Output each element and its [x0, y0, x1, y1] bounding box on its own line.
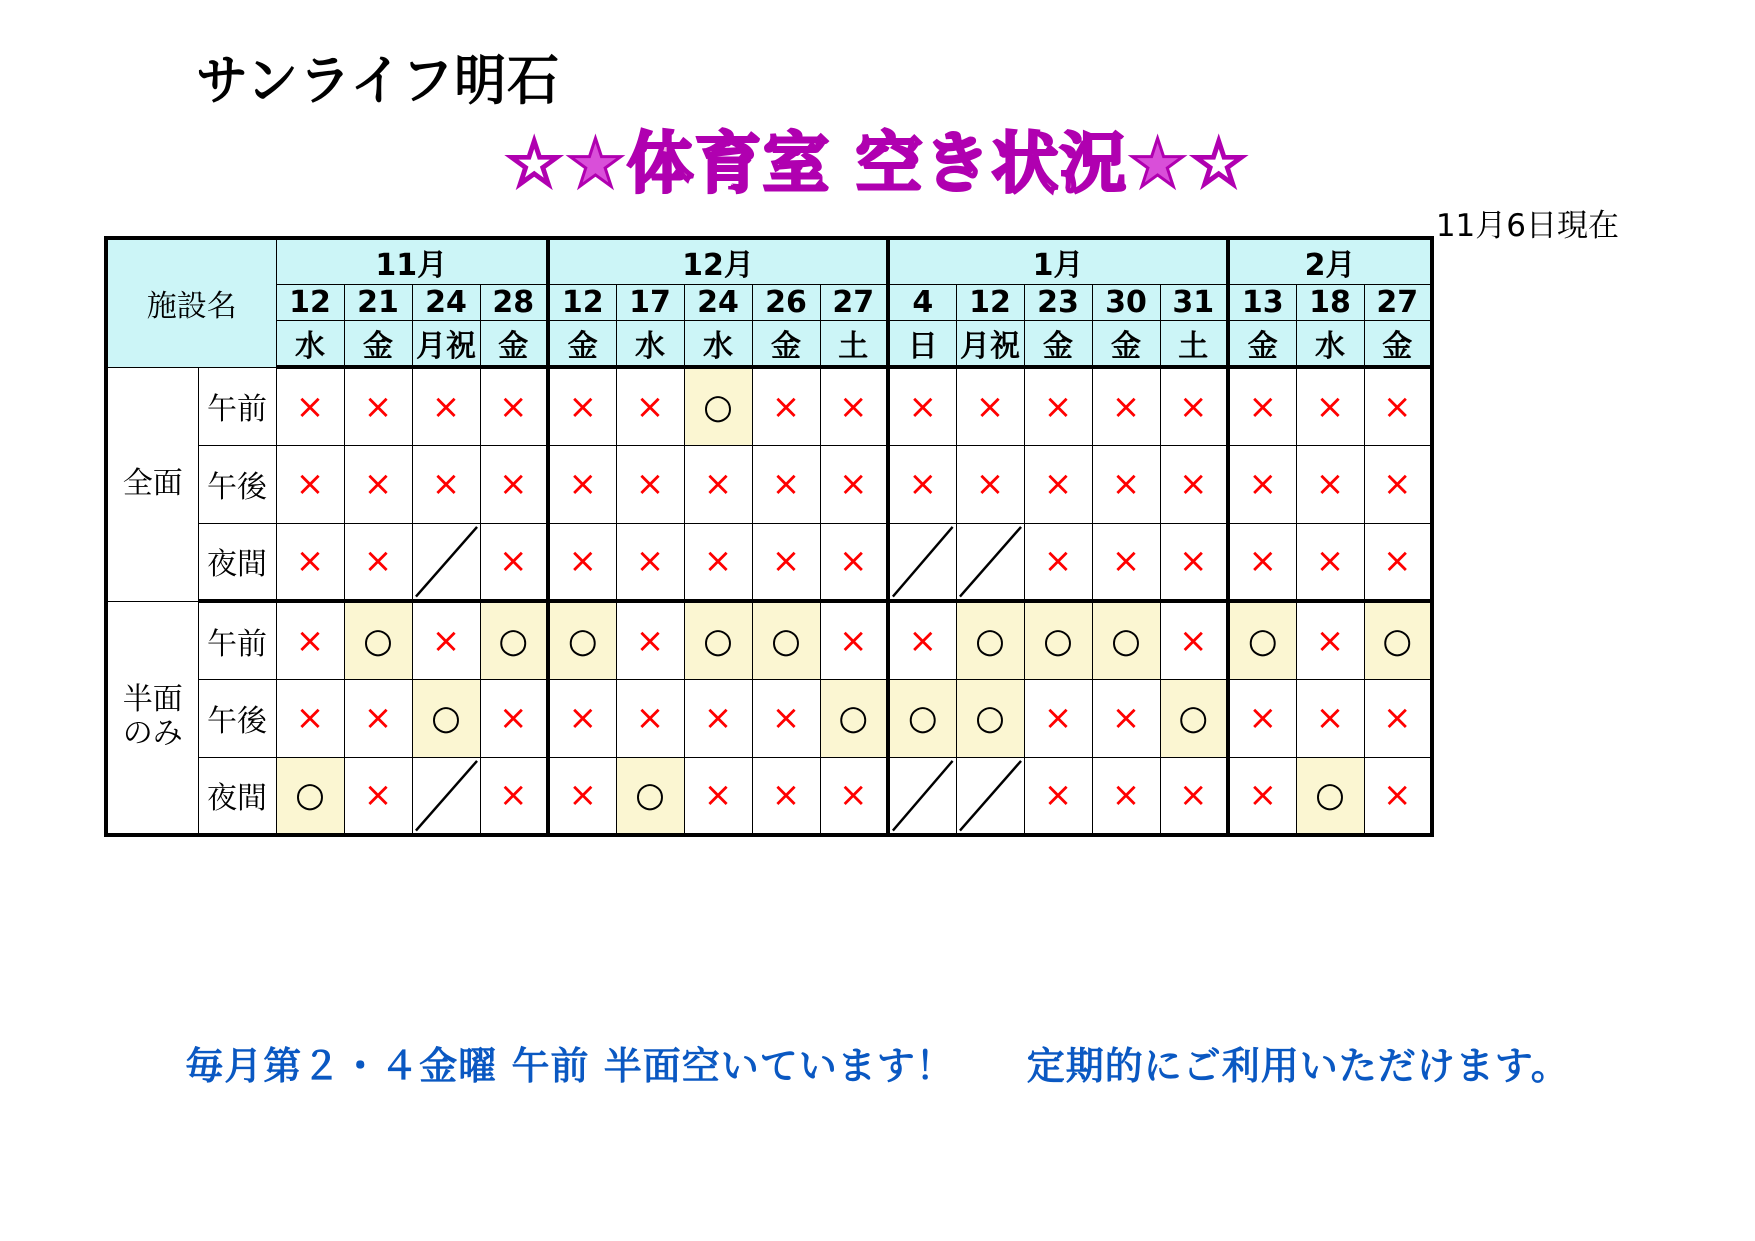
mark-x: ×: [1043, 386, 1073, 427]
cell-g1r2c15: [1296, 757, 1364, 835]
cell-g1r2c13: [1160, 757, 1228, 835]
cell-g1r1c10: [956, 679, 1024, 757]
cell-g0r1c6: [684, 445, 752, 523]
mark-x: ×: [1111, 541, 1141, 582]
cell-g0r2c0: [276, 523, 344, 601]
cell-g1r1c5: [616, 679, 684, 757]
cell-g0r1c8: [820, 445, 888, 523]
month-header-12: 12月: [548, 238, 888, 285]
cell-g1r0c12: [1092, 601, 1160, 679]
cell-g0r1c0: [276, 445, 344, 523]
star-solid-icon-right: ★: [1127, 125, 1190, 202]
mark-x: ×: [499, 386, 528, 427]
day-header-13: 31: [1160, 285, 1228, 321]
mark-x: ×: [568, 775, 597, 816]
mark-x: ×: [295, 464, 325, 504]
row-label-morning-half: 午前: [198, 601, 276, 679]
cell-g0r1c12: [1092, 445, 1160, 523]
mark-x: ×: [635, 386, 665, 427]
mark-x: ×: [1383, 464, 1412, 504]
cell-g0r1c1: [344, 445, 412, 523]
mark-x: ×: [568, 464, 597, 504]
dow-header-1: 金: [344, 321, 412, 368]
cell-g0r1c4: [548, 445, 616, 523]
mark-x: ×: [1248, 541, 1277, 582]
day-header-5: 17: [616, 285, 684, 321]
cell-g0r2c3: [480, 523, 548, 601]
cell-g0r2c11: [1024, 523, 1092, 601]
group-label-half-line1: 半面: [122, 681, 183, 717]
mark-x: ×: [908, 386, 937, 427]
cell-g0r2c14: [1228, 523, 1296, 601]
cell-g1r2c10-unavailable: [956, 757, 1024, 835]
mark-x: ×: [499, 698, 528, 738]
cell-g0r0c10: [956, 367, 1024, 445]
org-title: サンライフ明石: [196, 49, 560, 112]
mark-x: ×: [635, 541, 665, 582]
cell-g0r1c10: [956, 445, 1024, 523]
mark-x: ×: [295, 386, 325, 427]
cell-g1r0c3: [480, 601, 548, 679]
cell-g0r0c15: [1296, 367, 1364, 445]
cell-g0r2c15: [1296, 523, 1364, 601]
cell-g1r0c14: [1228, 601, 1296, 679]
month-header-2: 2月: [1228, 238, 1432, 285]
mark-x: ×: [771, 386, 801, 427]
mark-x: ×: [1111, 464, 1141, 504]
mark-x: ×: [499, 775, 528, 816]
group-label-half-line2: のみ: [122, 716, 183, 752]
cell-g0r0c11: [1024, 367, 1092, 445]
dow-header-6: 水: [684, 321, 752, 368]
mark-x: ×: [703, 775, 733, 816]
footer-note-right: 定期的にご利用いただけます。: [1026, 1044, 1570, 1088]
mark-x: ×: [1179, 386, 1208, 427]
dow-header-0: 水: [276, 321, 344, 368]
mark-x: ×: [1043, 698, 1073, 738]
day-header-1: 21: [344, 285, 412, 321]
mark-x: ×: [1111, 386, 1141, 427]
mark-x: ×: [1315, 464, 1345, 504]
mark-x: ×: [839, 541, 868, 582]
cell-g1r2c14: [1228, 757, 1296, 835]
mark-o: ○: [771, 620, 801, 661]
cell-g0r2c9-unavailable: [888, 523, 956, 601]
dow-header-11: 金: [1024, 321, 1092, 368]
day-header-16: 27: [1364, 285, 1432, 321]
mark-o: ○: [1247, 620, 1278, 661]
mark-o: ○: [1111, 620, 1141, 661]
star-outline-icon-right: ☆: [1189, 125, 1251, 202]
cell-g1r1c14: [1228, 679, 1296, 757]
cell-g1r2c11: [1024, 757, 1092, 835]
mark-x: ×: [431, 386, 461, 427]
cell-g1r2c5: [616, 757, 684, 835]
table-header-months: [106, 238, 1432, 285]
mark-x: ×: [568, 386, 597, 427]
day-header-6: 24: [684, 285, 752, 321]
day-header-12: 30: [1092, 285, 1160, 321]
mark-x: ×: [1111, 775, 1141, 816]
day-header-14: 13: [1228, 285, 1296, 321]
mark-o: ○: [703, 386, 733, 427]
mark-o: ○: [498, 620, 529, 661]
day-header-4: 12: [548, 285, 616, 321]
day-header-2: 24: [412, 285, 480, 321]
mark-o: ○: [1043, 620, 1073, 661]
cell-g0r2c1: [344, 523, 412, 601]
mark-x: ×: [1383, 698, 1412, 738]
table-row: [106, 757, 1432, 835]
mark-x: ×: [1248, 698, 1277, 738]
cell-g0r0c7: [752, 367, 820, 445]
cell-g0r0c3: [480, 367, 548, 445]
day-header-3: 28: [480, 285, 548, 321]
mark-x: ×: [295, 698, 325, 738]
dow-header-10: 月祝: [956, 321, 1024, 368]
mark-x: ×: [635, 464, 665, 504]
mark-x: ×: [908, 620, 937, 661]
cell-g1r0c5: [616, 601, 684, 679]
dow-header-15: 水: [1296, 321, 1364, 368]
mark-x: ×: [499, 464, 528, 504]
table-row: [106, 445, 1432, 523]
mark-x: ×: [1179, 541, 1208, 582]
dow-header-9: 日: [888, 321, 956, 368]
mark-o: ○: [1178, 698, 1209, 738]
mark-x: ×: [1383, 541, 1412, 582]
cell-g1r1c0: [276, 679, 344, 757]
cell-g0r2c5: [616, 523, 684, 601]
cell-g0r1c5: [616, 445, 684, 523]
page-title-text: 体育室 空き状況: [627, 125, 1128, 202]
mark-x: ×: [839, 386, 868, 427]
cell-g1r2c1: [344, 757, 412, 835]
cell-g0r1c15: [1296, 445, 1364, 523]
cell-g1r1c9: [888, 679, 956, 757]
cell-g1r2c16: [1364, 757, 1432, 835]
mark-o: ○: [703, 620, 733, 661]
mark-x: ×: [1179, 464, 1208, 504]
mark-x: ×: [635, 698, 665, 738]
cell-g1r1c2: [412, 679, 480, 757]
group-label-half: [106, 601, 198, 835]
cell-g0r0c6: [684, 367, 752, 445]
mark-o: ○: [431, 698, 461, 738]
cell-g1r1c15: [1296, 679, 1364, 757]
mark-x: ×: [839, 620, 868, 661]
cell-g0r0c9: [888, 367, 956, 445]
mark-x: ×: [703, 698, 733, 738]
cell-g0r0c0: [276, 367, 344, 445]
cell-g0r0c13: [1160, 367, 1228, 445]
star-outline-icon: ☆: [504, 125, 566, 202]
row-label-morning: 午前: [198, 367, 276, 445]
star-solid-icon: ★: [565, 125, 627, 202]
cell-g1r1c11: [1024, 679, 1092, 757]
mark-x: ×: [839, 775, 868, 816]
table-row: [106, 367, 1432, 445]
cell-g1r0c2: [412, 601, 480, 679]
cell-g0r1c2: [412, 445, 480, 523]
mark-x: ×: [703, 541, 733, 582]
day-header-10: 12: [956, 285, 1024, 321]
cell-g1r1c6: [684, 679, 752, 757]
dow-header-16: 金: [1364, 321, 1432, 368]
row-label-evening-half: 夜間: [198, 757, 276, 835]
dow-header-7: 金: [752, 321, 820, 368]
cell-g1r0c9: [888, 601, 956, 679]
mark-x: ×: [839, 464, 868, 504]
table-header-dows: [106, 321, 1432, 368]
cell-g0r1c13: [1160, 445, 1228, 523]
facility-header: 施設名: [106, 238, 276, 367]
cell-g0r0c4: [548, 367, 616, 445]
cell-g0r0c14: [1228, 367, 1296, 445]
cell-g1r1c12: [1092, 679, 1160, 757]
cell-g1r0c0: [276, 601, 344, 679]
mark-x: ×: [1043, 464, 1073, 504]
mark-x: ×: [1383, 775, 1412, 816]
mark-x: ×: [1315, 386, 1345, 427]
cell-g0r0c16: [1364, 367, 1432, 445]
footer-note-left: 毎月第２・４金曜 午前 半面空いています！: [185, 1044, 955, 1088]
mark-x: ×: [771, 775, 801, 816]
dow-header-12: 金: [1092, 321, 1160, 368]
cell-g1r1c16: [1364, 679, 1432, 757]
mark-x: ×: [295, 620, 325, 661]
cell-g1r2c0: [276, 757, 344, 835]
mark-x: ×: [295, 541, 325, 582]
cell-g1r2c2-unavailable: [412, 757, 480, 835]
cell-g1r0c4: [548, 601, 616, 679]
mark-x: ×: [1383, 386, 1412, 427]
mark-x: ×: [1248, 775, 1277, 816]
cell-g1r2c8: [820, 757, 888, 835]
mark-o: ○: [907, 698, 938, 738]
page-title: [0, 110, 1755, 205]
mark-x: ×: [635, 620, 665, 661]
cell-g1r1c4: [548, 679, 616, 757]
cell-g0r2c7: [752, 523, 820, 601]
cell-g1r0c11: [1024, 601, 1092, 679]
cell-g0r0c5: [616, 367, 684, 445]
day-header-15: 18: [1296, 285, 1364, 321]
mark-x: ×: [1043, 775, 1073, 816]
cell-g0r1c16: [1364, 445, 1432, 523]
mark-x: ×: [771, 698, 801, 738]
mark-x: ×: [1315, 620, 1345, 661]
mark-x: ×: [363, 698, 393, 738]
cell-g1r0c16: [1364, 601, 1432, 679]
mark-x: ×: [1179, 620, 1208, 661]
table-row: [106, 679, 1432, 757]
day-header-8: 27: [820, 285, 888, 321]
mark-x: ×: [363, 775, 393, 816]
mark-o: ○: [295, 775, 325, 816]
row-label-afternoon-half: 午後: [198, 679, 276, 757]
mark-o: ○: [838, 698, 869, 738]
cell-g0r1c9: [888, 445, 956, 523]
mark-x: ×: [363, 386, 393, 427]
month-header-11: 11月: [276, 238, 548, 285]
cell-g0r0c12: [1092, 367, 1160, 445]
mark-x: ×: [908, 464, 937, 504]
dow-header-14: 金: [1228, 321, 1296, 368]
cell-g1r2c6: [684, 757, 752, 835]
mark-x: ×: [975, 464, 1005, 504]
mark-x: ×: [1043, 541, 1073, 582]
dow-header-13: 土: [1160, 321, 1228, 368]
mark-x: ×: [771, 464, 801, 504]
cell-g0r1c3: [480, 445, 548, 523]
cell-g1r2c4: [548, 757, 616, 835]
mark-x: ×: [363, 464, 393, 504]
day-header-9: 4: [888, 285, 956, 321]
availability-table: [104, 236, 1434, 837]
cell-g1r0c15: [1296, 601, 1364, 679]
dow-header-4: 金: [548, 321, 616, 368]
cell-g1r2c12: [1092, 757, 1160, 835]
dow-header-5: 水: [616, 321, 684, 368]
day-header-0: 12: [276, 285, 344, 321]
cell-g1r0c13: [1160, 601, 1228, 679]
cell-g0r0c2: [412, 367, 480, 445]
day-header-7: 26: [752, 285, 820, 321]
cell-g1r0c1: [344, 601, 412, 679]
mark-x: ×: [1179, 775, 1208, 816]
cell-g0r2c12: [1092, 523, 1160, 601]
mark-x: ×: [499, 541, 528, 582]
cell-g0r1c7: [752, 445, 820, 523]
mark-o: ○: [363, 620, 393, 661]
mark-x: ×: [568, 698, 597, 738]
mark-o: ○: [567, 620, 598, 661]
cell-g1r1c13: [1160, 679, 1228, 757]
cell-g1r0c6: [684, 601, 752, 679]
mark-o: ○: [975, 620, 1005, 661]
mark-x: ×: [431, 464, 461, 504]
table-row: [106, 523, 1432, 601]
cell-g0r1c11: [1024, 445, 1092, 523]
mark-x: ×: [1315, 698, 1345, 738]
cell-g0r2c13: [1160, 523, 1228, 601]
dow-header-2: 月祝: [412, 321, 480, 368]
cell-g0r2c4: [548, 523, 616, 601]
mark-x: ×: [431, 620, 461, 661]
dow-header-3: 金: [480, 321, 548, 368]
cell-g0r2c6: [684, 523, 752, 601]
cell-g0r0c8: [820, 367, 888, 445]
cell-g1r1c3: [480, 679, 548, 757]
cell-g0r2c16: [1364, 523, 1432, 601]
cell-g1r0c10: [956, 601, 1024, 679]
row-label-afternoon: 午後: [198, 445, 276, 523]
cell-g0r0c1: [344, 367, 412, 445]
dow-header-8: 土: [820, 321, 888, 368]
mark-x: ×: [1315, 541, 1345, 582]
cell-g0r2c2-unavailable: [412, 523, 480, 601]
mark-o: ○: [1315, 775, 1345, 816]
cell-g0r1c14: [1228, 445, 1296, 523]
footer-note: [0, 1035, 1755, 1090]
cell-g1r2c7: [752, 757, 820, 835]
cell-g1r1c1: [344, 679, 412, 757]
cell-g1r1c8: [820, 679, 888, 757]
mark-x: ×: [1248, 464, 1277, 504]
cell-g1r1c7: [752, 679, 820, 757]
mark-x: ×: [363, 541, 393, 582]
mark-x: ×: [568, 541, 597, 582]
cell-g1r2c9-unavailable: [888, 757, 956, 835]
mark-o: ○: [975, 698, 1005, 738]
cell-g1r2c3: [480, 757, 548, 835]
cell-g0r2c10-unavailable: [956, 523, 1024, 601]
mark-x: ×: [975, 386, 1005, 427]
mark-x: ×: [1248, 386, 1277, 427]
day-header-11: 23: [1024, 285, 1092, 321]
mark-o: ○: [1382, 620, 1413, 661]
row-label-evening: 夜間: [198, 523, 276, 601]
month-header-1: 1月: [888, 238, 1228, 285]
as-of-date: 11月6日現在: [1435, 208, 1619, 244]
mark-x: ×: [771, 541, 801, 582]
cell-g1r0c8: [820, 601, 888, 679]
table-row: [106, 601, 1432, 679]
table-header-days: [106, 285, 1432, 321]
mark-x: ×: [1111, 698, 1141, 738]
cell-g0r2c8: [820, 523, 888, 601]
mark-x: ×: [703, 464, 733, 504]
mark-o: ○: [635, 775, 665, 816]
group-label-full: 全面: [106, 367, 198, 601]
cell-g1r0c7: [752, 601, 820, 679]
